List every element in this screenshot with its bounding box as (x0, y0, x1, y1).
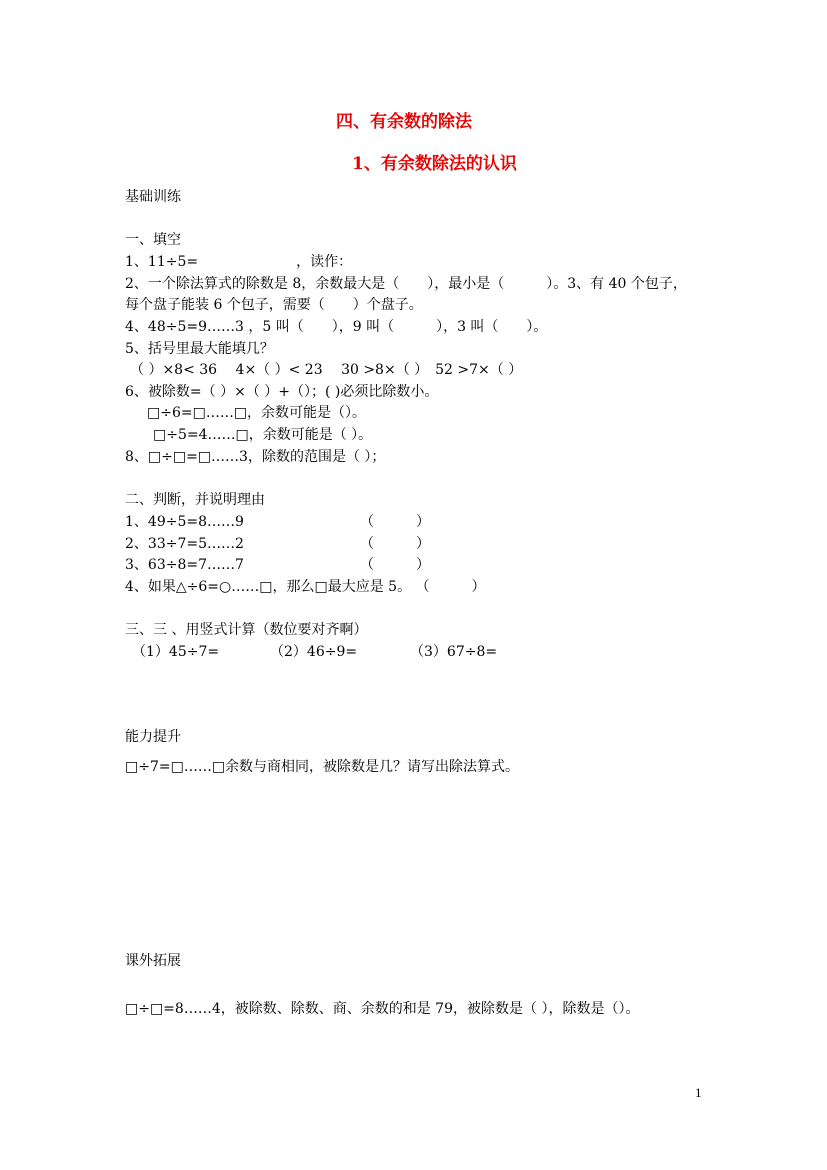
fill-line-9: □÷5=4……□，余数可能是（ ）。 (153, 427, 373, 443)
judge-paren-1: （ ） (360, 514, 430, 530)
part2-heading: 二、判断，并说明理由 (125, 492, 265, 508)
page-number: 1 (695, 1085, 702, 1100)
judge-item-2: 2、33÷7=5……2 (125, 536, 244, 552)
judge-item-1: 1、49÷5=8……9 (125, 514, 244, 530)
extension-question: □÷□=8……4，被除数、除数、商、余数的和是 79，被除数是（ ），除数是（）。 (125, 1001, 640, 1017)
fill-line-5: 5、括号里最大能填几？ (125, 341, 274, 357)
extension-heading: 课外拓展 (125, 953, 181, 969)
part3-heading: 三、三 、用竖式计算（数位要对齐啊） (125, 622, 368, 638)
judge-item-4: 4、如果△÷6=○……□，那么□最大应是 5。 （ ） (125, 579, 486, 595)
part1-heading: 一、填空 (125, 232, 181, 248)
ability-question: □÷7=□……□余数与商相同，被除数是几？请写出除法算式。 (125, 759, 520, 775)
fill-line-4: 4、48÷5=9……3 ，5 叫（ ），9 叫（ ），3 叫（ ）。 (125, 319, 548, 335)
calc-item-1: （1）45÷7= (132, 644, 220, 660)
fill-line-6: （ ）×8< 36 4×（ ）< 23 30 >8×（ ） 52 >7×（ ） (130, 362, 523, 378)
ability-heading: 能力提升 (125, 729, 181, 745)
section-basic-heading: 基础训练 (125, 189, 181, 205)
fill-line-10: 8、□÷□=□……3，除数的范围是（ ）； (125, 449, 386, 465)
fill-line-7: 6、被除数=（ ）×（ ）+（）；( )必须比除数小。 (125, 384, 439, 400)
lesson-title: 1、有余数除法的认识 (352, 154, 517, 174)
judge-item-3: 3、63÷8=7……7 (125, 557, 244, 573)
fill-line-2: 2、一个除法算式的除数是 8，余数最大是（ ），最小是（ ）。3、有 40 个包子， (125, 276, 687, 292)
judge-paren-2: （ ） (360, 536, 430, 552)
calc-item-2: （2）46÷9= (270, 644, 358, 660)
judge-paren-3: （ ） (360, 557, 430, 573)
fill-line-1: 1、11÷5= ，读作： (125, 254, 353, 270)
calc-item-3: （3）67÷8= (410, 644, 498, 660)
chapter-title: 四、有余数的除法 (336, 112, 472, 132)
fill-line-3: 每个盘子能装 6 个包子，需要（ ）个盘子。 (125, 297, 423, 313)
fill-line-8: □÷6=□……□，余数可能是（）。 (147, 405, 367, 421)
